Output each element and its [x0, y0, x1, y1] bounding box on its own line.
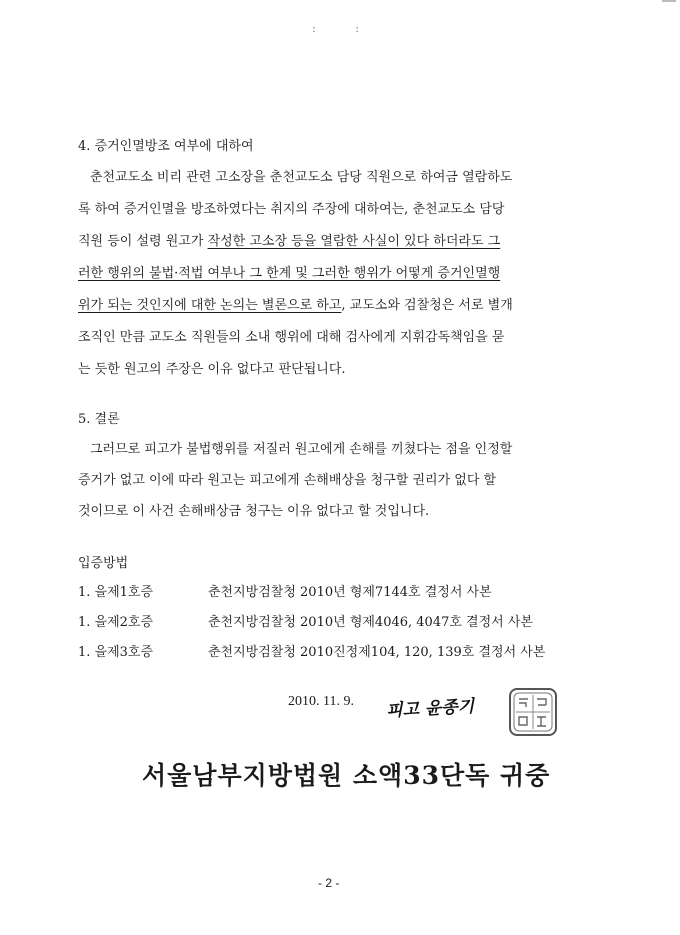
evidence-heading: 입증방법 — [78, 556, 129, 571]
section-4-line-6: 조직인 만큼 교도소 직원들의 소내 행위에 대해 검사에게 지휘감독책임을 묻 — [78, 330, 505, 345]
section-5-heading: 5. 결론 — [78, 412, 120, 427]
document-date: 2010. 11. 9. — [288, 694, 354, 709]
section-4-line-7: 는 듯한 원고의 주장은 이유 없다고 판단됩니다. — [78, 362, 346, 377]
evidence-label-3: 1. 을제3호증 — [78, 645, 154, 660]
evidence-desc-3: 춘천지방검찰청 2010진정제104, 120, 139호 결정서 사본 — [208, 645, 546, 660]
court-addressee: 서울남부지방법원 소액33단독 귀중 — [142, 761, 551, 790]
section-5-line-2: 증거가 없고 이에 따라 원고는 피고에게 손해배상을 청구할 권리가 없다 할 — [78, 473, 497, 488]
section-4-heading: 4. 증거인멸방조 여부에 대하여 — [78, 139, 254, 154]
evidence-label-2: 1. 을제2호증 — [78, 615, 154, 630]
scan-artifact-marks: : : — [312, 22, 377, 35]
signature: 피고 윤종기 — [385, 696, 475, 722]
section-4-line-3: 직원 등이 설령 원고가 작성한 고소장 등을 열람한 사실이 있다 하더라도 그 — [78, 234, 501, 249]
underlined-text: 작성한 고소장 등을 열람한 사실이 있다 하더라도 그 — [207, 234, 501, 249]
section-4-line-2: 록 하여 증거인멸을 방조하였다는 취지의 주장에 대하여는, 춘천교도소 담당 — [78, 202, 505, 217]
underlined-text: 위가 되는 것인지에 대한 논의는 별론으로 하고 — [78, 298, 342, 313]
underlined-text: 러한 행위의 불법·적법 여부나 그 한계 및 그러한 행위가 어떻게 증거인멸행 — [78, 266, 501, 281]
section-4-line-5: 위가 되는 것인지에 대한 논의는 별론으로 하고, 교도소와 검찰청은 서로 별개 — [78, 298, 513, 313]
scan-edge-mark — [662, 0, 676, 2]
section-5-line-1: 그러므로 피고가 불법행위를 저질러 원고에게 손해를 끼쳤다는 점을 인정할 — [90, 442, 513, 457]
evidence-label-1: 1. 을제1호증 — [78, 585, 154, 600]
section-4-line-4 — [78, 262, 500, 281]
evidence-desc-2: 춘천지방검찰청 2010년 형제4046, 4047호 결정서 사본 — [208, 615, 533, 630]
section-5-line-3: 것이므로 이 사건 손해배상금 청구는 이유 없다고 할 것입니다. — [78, 504, 430, 519]
page-number: - 2 - — [318, 876, 340, 890]
section-4-line-1: 춘천교도소 비리 관련 고소장을 춘천교도소 담당 직원으로 하여금 열람하도 — [90, 170, 513, 185]
evidence-desc-1: 춘천지방검찰청 2010년 형제7144호 결정서 사본 — [208, 585, 492, 600]
official-seal-icon — [504, 683, 562, 741]
